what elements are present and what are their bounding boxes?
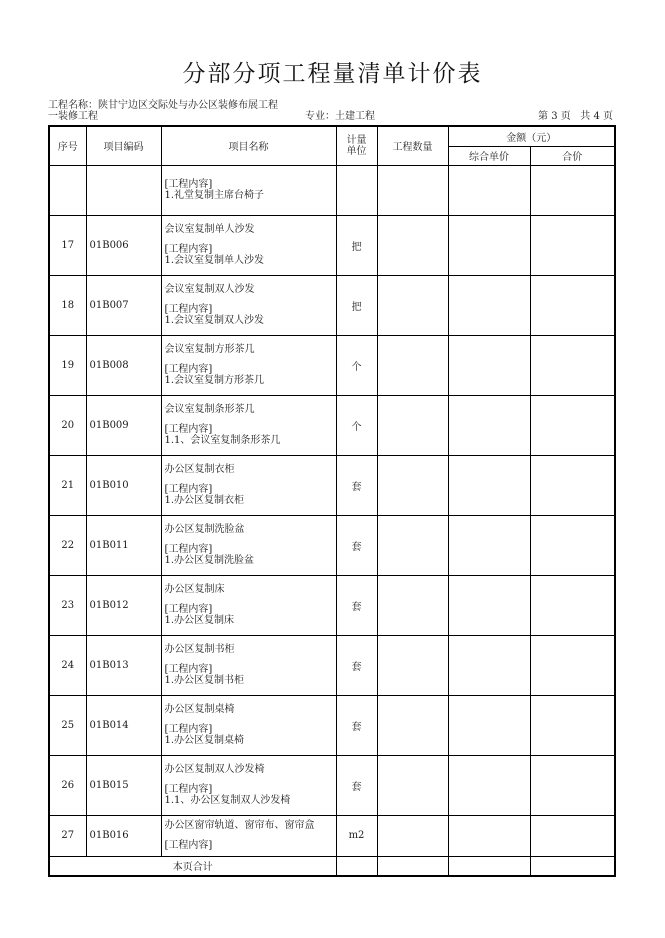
item-name: 办公区复制衣柜 bbox=[164, 464, 235, 475]
item-content-label: [工程内容] bbox=[164, 724, 213, 735]
cell-unit: 套 bbox=[336, 755, 377, 815]
cell-quantity bbox=[377, 815, 448, 856]
cell-unit: 个 bbox=[336, 335, 377, 395]
cell-unit-price bbox=[448, 215, 530, 275]
cell-quantity bbox=[377, 575, 448, 635]
cell-unit: 把 bbox=[336, 275, 377, 335]
cell-unit: 个 bbox=[336, 395, 377, 455]
cell-total-price bbox=[530, 815, 615, 856]
item-content-label: [工程内容] bbox=[164, 364, 213, 375]
item-name: 会议室复制方形茶几 bbox=[164, 344, 255, 355]
cell-code: 01B009 bbox=[86, 395, 161, 455]
item-content: 1.办公区复制洗脸盆 bbox=[164, 555, 255, 566]
cell-code: 01B016 bbox=[86, 815, 161, 856]
cell-seq: 17 bbox=[49, 215, 86, 275]
cell-seq: 20 bbox=[49, 395, 86, 455]
item-name: 会议室复制单人沙发 bbox=[164, 224, 255, 235]
page-total-label: 本页合计 bbox=[49, 856, 336, 876]
item-name: 会议室复制双人沙发 bbox=[164, 284, 255, 295]
header-seq: 序号 bbox=[49, 126, 86, 165]
cell-quantity bbox=[377, 695, 448, 755]
table-row bbox=[49, 275, 615, 335]
project-name-line2: 一装修工程 bbox=[48, 111, 98, 122]
table-row bbox=[49, 575, 615, 635]
item-name: 办公区复制床 bbox=[164, 584, 225, 595]
table-row bbox=[49, 165, 615, 215]
item-content-label: [工程内容] bbox=[164, 304, 213, 315]
cell-seq: 25 bbox=[49, 695, 86, 755]
header-unit-price: 综合单价 bbox=[448, 146, 530, 165]
cell-unit bbox=[336, 165, 377, 215]
project-name bbox=[48, 100, 278, 122]
cell-unit-price bbox=[448, 515, 530, 575]
cell-total-price bbox=[530, 455, 615, 515]
cell-total-price bbox=[530, 755, 615, 815]
cell-total-price bbox=[530, 275, 615, 335]
item-content: 1.办公区复制衣柜 bbox=[164, 495, 245, 506]
item-content: 1.会议室复制双人沙发 bbox=[164, 315, 265, 326]
item-name: 办公区复制双人沙发椅 bbox=[164, 764, 265, 775]
cell-unit-price bbox=[448, 395, 530, 455]
cell-code: 01B013 bbox=[86, 635, 161, 695]
cell-name bbox=[161, 695, 336, 755]
bill-table bbox=[48, 125, 616, 877]
cell-name bbox=[161, 515, 336, 575]
cell-code: 01B006 bbox=[86, 215, 161, 275]
cell-quantity bbox=[377, 215, 448, 275]
cell-name bbox=[161, 755, 336, 815]
item-content-label: [工程内容] bbox=[164, 484, 213, 495]
item-content-label: [工程内容] bbox=[164, 784, 213, 795]
item-name: 办公区复制桌椅 bbox=[164, 704, 235, 715]
item-name: 办公区复制洗脸盆 bbox=[164, 524, 245, 535]
cell-seq: 22 bbox=[49, 515, 86, 575]
cell-quantity bbox=[377, 455, 448, 515]
item-content-label: [工程内容] bbox=[164, 179, 213, 190]
cell-quantity bbox=[377, 275, 448, 335]
cell-seq: 27 bbox=[49, 815, 86, 856]
cell-quantity bbox=[377, 515, 448, 575]
item-content-label: [工程内容] bbox=[164, 544, 213, 555]
table-row bbox=[49, 395, 615, 455]
page-total-amount bbox=[530, 856, 615, 876]
cell-code bbox=[86, 165, 161, 215]
header-name: 项目名称 bbox=[161, 126, 336, 165]
cell-unit-price bbox=[448, 695, 530, 755]
cell-name bbox=[161, 575, 336, 635]
cell-total-price bbox=[530, 635, 615, 695]
table-row bbox=[49, 335, 615, 395]
item-content: 1.办公区复制桌椅 bbox=[164, 735, 245, 746]
header-amount: 金额（元） bbox=[448, 126, 615, 146]
item-content: 1.1、会议室复制条形茶几 bbox=[164, 435, 281, 446]
item-content-label: [工程内容] bbox=[164, 604, 213, 615]
cell-unit: m2 bbox=[336, 815, 377, 856]
cell-unit: 套 bbox=[336, 575, 377, 635]
cell-unit-price bbox=[448, 165, 530, 215]
specialty-label: 专业：土建工程 bbox=[305, 111, 375, 122]
header-unit-text: 计量单位 bbox=[346, 134, 367, 157]
page-total-quantity bbox=[377, 856, 448, 876]
cell-name bbox=[161, 165, 336, 215]
cell-code: 01B010 bbox=[86, 455, 161, 515]
cell-total-price bbox=[530, 165, 615, 215]
cell-name bbox=[161, 395, 336, 455]
cell-unit-price bbox=[448, 755, 530, 815]
cell-quantity bbox=[377, 165, 448, 215]
cell-unit-price bbox=[448, 275, 530, 335]
cell-seq: 26 bbox=[49, 755, 86, 815]
cell-quantity bbox=[377, 335, 448, 395]
cell-name bbox=[161, 815, 336, 856]
table-row bbox=[49, 635, 615, 695]
page-total-unit-price bbox=[448, 856, 530, 876]
cell-unit: 套 bbox=[336, 515, 377, 575]
cell-code: 01B014 bbox=[86, 695, 161, 755]
cell-seq: 23 bbox=[49, 575, 86, 635]
page-info: 第 3 页 共 4 页 bbox=[538, 111, 613, 122]
table-row bbox=[49, 755, 615, 815]
page-title: 分部分项工程量清单计价表 bbox=[182, 61, 483, 87]
cell-unit: 套 bbox=[336, 695, 377, 755]
cell-unit-price bbox=[448, 335, 530, 395]
table-row bbox=[49, 695, 615, 755]
cell-seq: 21 bbox=[49, 455, 86, 515]
table-row bbox=[49, 515, 615, 575]
project-name-line1: 工程名称：陕甘宁边区交际处与办公区装修布展工程 bbox=[48, 100, 278, 111]
item-name: 办公区复制书柜 bbox=[164, 644, 235, 655]
header-total-price: 合价 bbox=[530, 146, 615, 165]
item-content: 1.会议室复制单人沙发 bbox=[164, 255, 265, 266]
item-content-label: [工程内容] bbox=[164, 424, 213, 435]
cell-quantity bbox=[377, 395, 448, 455]
table-row bbox=[49, 455, 615, 515]
cell-name bbox=[161, 635, 336, 695]
item-content-label: [工程内容] bbox=[164, 244, 213, 255]
cell-code: 01B012 bbox=[86, 575, 161, 635]
item-name: 会议室复制条形茶几 bbox=[164, 404, 255, 415]
item-content: 1.礼堂复制主席台椅子 bbox=[164, 190, 265, 201]
cell-code: 01B007 bbox=[86, 275, 161, 335]
page-total-row bbox=[49, 856, 615, 876]
item-content: 1.1、办公区复制双人沙发椅 bbox=[164, 795, 291, 806]
header-quantity: 工程数量 bbox=[377, 126, 448, 165]
item-name: 办公区窗帘轨道、窗帘布、窗帘盒 bbox=[164, 820, 315, 831]
cell-seq bbox=[49, 165, 86, 215]
cell-total-price bbox=[530, 395, 615, 455]
cell-unit: 套 bbox=[336, 455, 377, 515]
cell-total-price bbox=[530, 575, 615, 635]
table-row bbox=[49, 215, 615, 275]
table-row bbox=[49, 815, 615, 856]
item-content-label: [工程内容] bbox=[164, 840, 213, 851]
cell-code: 01B008 bbox=[86, 335, 161, 395]
cell-name bbox=[161, 455, 336, 515]
page-total-unit bbox=[336, 856, 377, 876]
cell-unit-price bbox=[448, 575, 530, 635]
cell-seq: 24 bbox=[49, 635, 86, 695]
item-content: 1.会议室复制方形茶几 bbox=[164, 375, 265, 386]
cell-code: 01B011 bbox=[86, 515, 161, 575]
cell-name bbox=[161, 275, 336, 335]
cell-total-price bbox=[530, 695, 615, 755]
header-unit bbox=[336, 126, 377, 165]
cell-total-price bbox=[530, 335, 615, 395]
item-content: 1.办公区复制书柜 bbox=[164, 675, 245, 686]
cell-quantity bbox=[377, 755, 448, 815]
cell-code: 01B015 bbox=[86, 755, 161, 815]
cell-seq: 19 bbox=[49, 335, 86, 395]
header-code: 项目编码 bbox=[86, 126, 161, 165]
cell-total-price bbox=[530, 515, 615, 575]
cell-unit-price bbox=[448, 455, 530, 515]
cell-quantity bbox=[377, 635, 448, 695]
cell-total-price bbox=[530, 215, 615, 275]
cell-name bbox=[161, 215, 336, 275]
cell-unit: 把 bbox=[336, 215, 377, 275]
cell-unit: 套 bbox=[336, 635, 377, 695]
cell-name bbox=[161, 335, 336, 395]
item-content-label: [工程内容] bbox=[164, 664, 213, 675]
cell-seq: 18 bbox=[49, 275, 86, 335]
cell-unit-price bbox=[448, 815, 530, 856]
item-content: 1.办公区复制床 bbox=[164, 615, 235, 626]
cell-unit-price bbox=[448, 635, 530, 695]
